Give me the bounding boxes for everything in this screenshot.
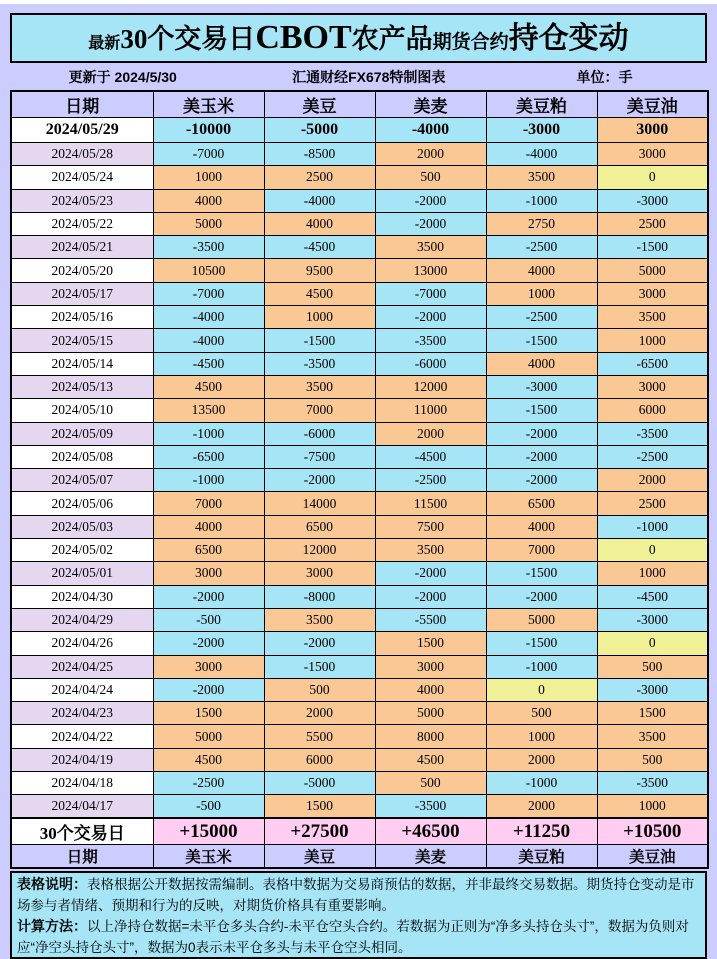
- notes-line2-text: 以上净持仓数据=未平仓多头合约-未平仓空头合约。若数据为正则为“净多头持仓头寸”，数据为负则对应“净空头持仓头寸”，数据为0表示未平仓多头与未平仓空头相同。: [17, 919, 689, 956]
- table-row: [11, 329, 708, 352]
- value-cell: 6500: [264, 515, 375, 538]
- summary-value-cell: +15000: [153, 818, 264, 845]
- value-cell: -6500: [153, 445, 264, 468]
- footer-header-row: [11, 845, 708, 869]
- table-row: [11, 166, 708, 189]
- date-cell: 2024/04/23: [11, 702, 153, 725]
- value-cell: -4000: [264, 189, 375, 212]
- table-row: [11, 795, 708, 818]
- table-row: [11, 492, 708, 515]
- value-cell: -2000: [486, 469, 597, 492]
- value-cell: 4500: [264, 282, 375, 305]
- value-cell: 4500: [153, 748, 264, 771]
- table-row: [11, 189, 708, 212]
- value-cell: -2000: [375, 562, 486, 585]
- value-cell: -2000: [486, 585, 597, 608]
- value-cell: -1500: [486, 632, 597, 655]
- value-cell: -500: [153, 608, 264, 631]
- date-cell: 2024/05/14: [11, 352, 153, 375]
- value-cell: 5000: [153, 725, 264, 748]
- title-part-6: 持仓变动: [508, 22, 629, 55]
- table-row: [11, 282, 708, 305]
- date-cell: 2024/04/26: [11, 632, 153, 655]
- value-cell: -4000: [486, 143, 597, 166]
- table-row: [11, 422, 708, 445]
- value-cell: 5500: [264, 725, 375, 748]
- value-cell: 1000: [486, 725, 597, 748]
- value-cell: -7000: [375, 282, 486, 305]
- value-cell: 4000: [153, 189, 264, 212]
- table-row: [11, 515, 708, 538]
- value-cell: 3500: [264, 608, 375, 631]
- date-cell: 2024/05/20: [11, 259, 153, 282]
- value-cell: -1000: [153, 469, 264, 492]
- table-footer: [11, 818, 708, 868]
- table-row: [11, 562, 708, 585]
- date-cell: 2024/05/23: [11, 189, 153, 212]
- value-cell: 2500: [597, 492, 708, 515]
- value-cell: 1500: [375, 632, 486, 655]
- date-cell: 2024/05/08: [11, 445, 153, 468]
- value-cell: 500: [597, 655, 708, 678]
- value-cell: 1000: [597, 795, 708, 818]
- value-cell: 5000: [153, 212, 264, 235]
- footer-column-header: 日期: [11, 845, 153, 869]
- value-cell: 2000: [375, 422, 486, 445]
- value-cell: -4000: [153, 306, 264, 329]
- value-cell: 3000: [153, 562, 264, 585]
- value-cell: 4000: [153, 515, 264, 538]
- value-cell: 2000: [375, 143, 486, 166]
- value-cell: 3000: [597, 282, 708, 305]
- title-part-1: 最新: [88, 35, 121, 52]
- value-cell: -2000: [375, 189, 486, 212]
- value-cell: -1500: [486, 329, 597, 352]
- date-cell: 2024/04/25: [11, 655, 153, 678]
- value-cell: -2500: [486, 236, 597, 259]
- column-header: 美豆: [264, 91, 375, 118]
- value-cell: 12000: [264, 539, 375, 562]
- value-cell: 2000: [264, 702, 375, 725]
- value-cell: 7000: [486, 539, 597, 562]
- value-cell: -500: [153, 795, 264, 818]
- date-cell: 2024/05/09: [11, 422, 153, 445]
- value-cell: 4000: [264, 212, 375, 235]
- column-header: 美豆油: [597, 91, 708, 118]
- value-cell: 3000: [153, 655, 264, 678]
- value-cell: 1000: [597, 562, 708, 585]
- value-cell: 500: [375, 772, 486, 795]
- date-cell: 2024/05/16: [11, 306, 153, 329]
- value-cell: -2500: [597, 445, 708, 468]
- date-cell: 2024/05/06: [11, 492, 153, 515]
- table-row: [11, 608, 708, 631]
- notes-panel: [10, 871, 707, 959]
- value-cell: -2500: [486, 306, 597, 329]
- date-cell: 2024/04/29: [11, 608, 153, 631]
- value-cell: -1000: [597, 515, 708, 538]
- value-cell: 3000: [375, 655, 486, 678]
- value-cell: -5000: [264, 118, 375, 143]
- value-cell: -2000: [375, 585, 486, 608]
- value-cell: -1000: [486, 655, 597, 678]
- unit-label: 单位：手: [576, 68, 633, 85]
- value-cell: -3000: [486, 375, 597, 398]
- value-cell: 3500: [486, 166, 597, 189]
- value-cell: -2000: [375, 306, 486, 329]
- date-cell: 2024/05/03: [11, 515, 153, 538]
- date-cell: 2024/05/15: [11, 329, 153, 352]
- value-cell: -2000: [375, 212, 486, 235]
- value-cell: -4000: [375, 118, 486, 143]
- footer-column-header: 美玉米: [153, 845, 264, 869]
- value-cell: -2500: [375, 469, 486, 492]
- table-row: [11, 678, 708, 701]
- value-cell: -1500: [486, 399, 597, 422]
- value-cell: 13000: [375, 259, 486, 282]
- value-cell: -2500: [153, 772, 264, 795]
- value-cell: -3000: [597, 608, 708, 631]
- table-row: [11, 772, 708, 795]
- value-cell: 0: [597, 632, 708, 655]
- meta-row: [10, 63, 707, 90]
- table-row: [11, 725, 708, 748]
- value-cell: -2000: [153, 585, 264, 608]
- date-cell: 2024/05/01: [11, 562, 153, 585]
- table-row: [11, 655, 708, 678]
- value-cell: 1000: [597, 329, 708, 352]
- value-cell: 12000: [375, 375, 486, 398]
- summary-value-cell: +10500: [597, 818, 708, 845]
- value-cell: -10000: [153, 118, 264, 143]
- title-part-2: 30个交易日: [120, 24, 256, 54]
- value-cell: 7000: [153, 492, 264, 515]
- value-cell: -8500: [264, 143, 375, 166]
- value-cell: 1000: [153, 166, 264, 189]
- value-cell: -1500: [264, 329, 375, 352]
- table-row: [11, 445, 708, 468]
- value-cell: -1500: [597, 236, 708, 259]
- value-cell: 2500: [264, 166, 375, 189]
- value-cell: 2000: [486, 795, 597, 818]
- value-cell: 1500: [264, 795, 375, 818]
- value-cell: -6000: [264, 422, 375, 445]
- summary-label: 30个交易日: [11, 818, 153, 845]
- date-cell: 2024/04/18: [11, 772, 153, 795]
- value-cell: 0: [486, 678, 597, 701]
- updated-label: 更新于 2024/5/30: [68, 68, 177, 85]
- value-cell: -3000: [486, 118, 597, 143]
- footer-column-header: 美豆油: [597, 845, 708, 869]
- value-cell: 500: [375, 166, 486, 189]
- page-title: [10, 13, 707, 63]
- value-cell: -4500: [597, 585, 708, 608]
- value-cell: 11000: [375, 399, 486, 422]
- table-row: [11, 143, 708, 166]
- date-cell: 2024/04/17: [11, 795, 153, 818]
- table-row: [11, 702, 708, 725]
- value-cell: -3000: [597, 678, 708, 701]
- value-cell: 3000: [597, 375, 708, 398]
- date-cell: 2024/05/28: [11, 143, 153, 166]
- value-cell: -3500: [153, 236, 264, 259]
- value-cell: 5000: [375, 702, 486, 725]
- positions-table: [10, 90, 709, 869]
- value-cell: 6000: [597, 399, 708, 422]
- date-cell: 2024/05/29: [11, 118, 153, 143]
- value-cell: -7000: [153, 282, 264, 305]
- value-cell: -8000: [264, 585, 375, 608]
- value-cell: 3000: [264, 562, 375, 585]
- value-cell: 6000: [264, 748, 375, 771]
- date-cell: 2024/05/24: [11, 166, 153, 189]
- date-cell: 2024/05/02: [11, 539, 153, 562]
- value-cell: 3500: [375, 539, 486, 562]
- value-cell: -1000: [486, 189, 597, 212]
- date-cell: 2024/05/10: [11, 399, 153, 422]
- date-cell: 2024/04/22: [11, 725, 153, 748]
- value-cell: -1000: [486, 772, 597, 795]
- value-cell: 1000: [486, 282, 597, 305]
- value-cell: 5000: [597, 259, 708, 282]
- value-cell: 4500: [375, 748, 486, 771]
- value-cell: 3000: [597, 118, 708, 143]
- table-row: [11, 306, 708, 329]
- value-cell: -2000: [486, 445, 597, 468]
- value-cell: -2000: [153, 678, 264, 701]
- value-cell: 1000: [264, 306, 375, 329]
- value-cell: -6000: [375, 352, 486, 375]
- value-cell: 2750: [486, 212, 597, 235]
- value-cell: -7000: [153, 143, 264, 166]
- date-cell: 2024/05/22: [11, 212, 153, 235]
- value-cell: -3000: [597, 189, 708, 212]
- value-cell: -1500: [264, 655, 375, 678]
- table-row: [11, 399, 708, 422]
- value-cell: -4500: [264, 236, 375, 259]
- value-cell: 0: [597, 166, 708, 189]
- value-cell: 5000: [486, 608, 597, 631]
- value-cell: 3500: [597, 725, 708, 748]
- value-cell: -1000: [153, 422, 264, 445]
- table-row: [11, 118, 708, 143]
- table-row: [11, 585, 708, 608]
- value-cell: -3500: [375, 795, 486, 818]
- value-cell: 13500: [153, 399, 264, 422]
- table-row: [11, 748, 708, 771]
- value-cell: 1500: [597, 702, 708, 725]
- value-cell: 0: [597, 539, 708, 562]
- value-cell: 4000: [375, 678, 486, 701]
- value-cell: 500: [597, 748, 708, 771]
- summary-row: [11, 818, 708, 845]
- value-cell: -3500: [264, 352, 375, 375]
- value-cell: -2000: [153, 632, 264, 655]
- table-header: [11, 91, 708, 118]
- value-cell: 7000: [264, 399, 375, 422]
- table-row: [11, 632, 708, 655]
- table-row: [11, 259, 708, 282]
- value-cell: 2000: [486, 748, 597, 771]
- value-cell: -5000: [264, 772, 375, 795]
- value-cell: 3500: [264, 375, 375, 398]
- source-label: 汇通财经FX678特制图表: [292, 68, 446, 85]
- value-cell: 7500: [375, 515, 486, 538]
- title-part-4: 农产品: [351, 24, 433, 54]
- value-cell: 6500: [153, 539, 264, 562]
- column-header: 美麦: [375, 91, 486, 118]
- notes-line1-label: 表格说明：: [17, 876, 87, 893]
- value-cell: -1500: [486, 562, 597, 585]
- value-cell: -4500: [375, 445, 486, 468]
- title-part-3: CBOT: [255, 19, 352, 56]
- date-cell: 2024/04/30: [11, 585, 153, 608]
- date-cell: 2024/05/21: [11, 236, 153, 259]
- table-row: [11, 352, 708, 375]
- date-cell: 2024/05/17: [11, 282, 153, 305]
- notes-line2-label: 计算方法：: [17, 918, 87, 935]
- value-cell: 2500: [597, 212, 708, 235]
- value-cell: -2000: [264, 632, 375, 655]
- table-row: [11, 375, 708, 398]
- page: [0, 4, 717, 959]
- value-cell: 500: [486, 702, 597, 725]
- value-cell: 500: [264, 678, 375, 701]
- value-cell: 9500: [264, 259, 375, 282]
- value-cell: -4500: [153, 352, 264, 375]
- value-cell: 1500: [153, 702, 264, 725]
- value-cell: 11500: [375, 492, 486, 515]
- summary-value-cell: +11250: [486, 818, 597, 845]
- value-cell: -2000: [486, 422, 597, 445]
- value-cell: -5500: [375, 608, 486, 631]
- value-cell: 6500: [486, 492, 597, 515]
- table-body: [11, 118, 708, 819]
- value-cell: 8000: [375, 725, 486, 748]
- value-cell: -3500: [597, 772, 708, 795]
- value-cell: 3500: [597, 306, 708, 329]
- value-cell: 3500: [375, 236, 486, 259]
- value-cell: -3500: [597, 422, 708, 445]
- table-row: [11, 212, 708, 235]
- table-row: [11, 236, 708, 259]
- value-cell: 4000: [486, 515, 597, 538]
- value-cell: -4000: [153, 329, 264, 352]
- table-row: [11, 539, 708, 562]
- column-header: 美豆粕: [486, 91, 597, 118]
- footer-column-header: 美豆: [264, 845, 375, 869]
- date-cell: 2024/05/13: [11, 375, 153, 398]
- title-part-5: 期货合约: [432, 32, 509, 53]
- table-row: [11, 469, 708, 492]
- value-cell: 10500: [153, 259, 264, 282]
- summary-value-cell: +46500: [375, 818, 486, 845]
- value-cell: 14000: [264, 492, 375, 515]
- footer-column-header: 美豆粕: [486, 845, 597, 869]
- value-cell: -7500: [264, 445, 375, 468]
- value-cell: 4500: [153, 375, 264, 398]
- notes-line1-text: 表格根据公开数据按需编制。表格中数据为交易商预估的数据，并非最终交易数据。期货持仓变动是市场参与者情绪、预期和行为的反映，对期货价格具有重要影响。: [17, 877, 695, 914]
- date-cell: 2024/05/07: [11, 469, 153, 492]
- column-header: 日期: [11, 91, 153, 118]
- date-cell: 2024/04/19: [11, 748, 153, 771]
- summary-value-cell: +27500: [264, 818, 375, 845]
- value-cell: 3000: [597, 143, 708, 166]
- value-cell: -3500: [375, 329, 486, 352]
- value-cell: -2000: [264, 469, 375, 492]
- value-cell: 4000: [486, 259, 597, 282]
- value-cell: 2000: [597, 469, 708, 492]
- value-cell: -6500: [597, 352, 708, 375]
- date-cell: 2024/04/24: [11, 678, 153, 701]
- column-header: 美玉米: [153, 91, 264, 118]
- footer-column-header: 美麦: [375, 845, 486, 869]
- value-cell: 4000: [486, 352, 597, 375]
